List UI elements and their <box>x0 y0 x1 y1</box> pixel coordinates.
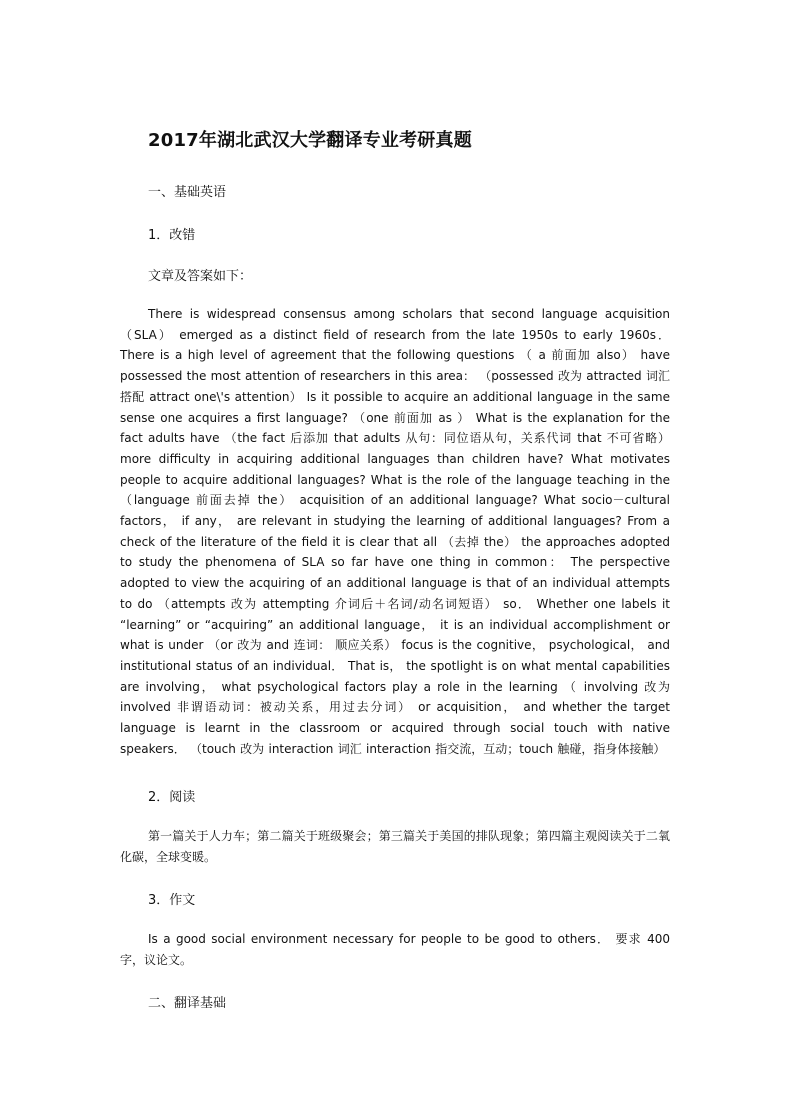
document-title: 2017年湖北武汉大学翻译专业考研真题 <box>148 130 472 151</box>
intro-text: 文章及答案如下： <box>148 269 253 284</box>
subsection-heading-error-correction: 1．改错 <box>148 228 196 243</box>
reading-description: 第一篇关于人力车；第二篇关于班级聚会；第三篇关于美国的排队现象；第四篇主观阅读关于二氧化碳，全球变暖。 <box>120 829 670 864</box>
subsection-heading-reading: 2．阅读 <box>148 790 196 805</box>
writing-prompt: Is a good social environment necessary for people to be good to others． 要求 400 字，议论文。 <box>120 932 670 967</box>
error-correction-passage: There is widespread consensus among scholars that second language acquisition （SLA） emerged as a distinct field of research from the late 1950s to early 1960s． There is a high level of agreement that the following questions （ a 前面加 also） have possessed the most attention of researchers in this area： （possessed 改为 attracted 词汇搭配 attract one\'s attention） Is it possible to acquire an additional language in the same sense one acquires a first language? （one 前面加 as ） What is the explanation for the fact adults have （the fact 后添加 that adults 从句：同位语从句，关系代词 that 不可省略） more difficulty in acquiring additional languages than children have? What motivates people to acquire additional languages? What is the role of the language teaching in the （language 前面去掉 the） acquisition of an additional language? What socio－cultural factors， if any， are relevant in studying the learning of additional languages? From a check of the literature of the field it is clear that all （去掉 the） the approaches adopted to study the phenomena of SLA so far have one thing in common： The perspective adopted to view the acquiring of an additional language is that of an individual attempts to do （attempts 改为 attempting 介词后＋名词/动名词短语） so． Whether one labels it “learning” or “acquiring” an additional language， it is an individual accomplishment or what is under （or 改为 and 连词： 顺应关系） focus is the cognitive， psychological， and institutional status of an individual． That is， the spotlight is on what mental capabilities are involving， what psychological factors play a role in the learning （ involving 改为 involved 非谓语动词：被动关系，用过去分词） or acquisition， and whether the target language is learnt in the classroom or acquired through social touch with native speakers． （touch 改为 interaction 词汇 interaction 指交流，互动；touch 触碰，指身体接触） <box>120 307 670 756</box>
section-heading-translation-basics: 二、翻译基础 <box>148 996 227 1011</box>
subsection-heading-writing: 3．作文 <box>148 893 196 908</box>
section-heading-basic-english: 一、基础英语 <box>148 185 227 200</box>
